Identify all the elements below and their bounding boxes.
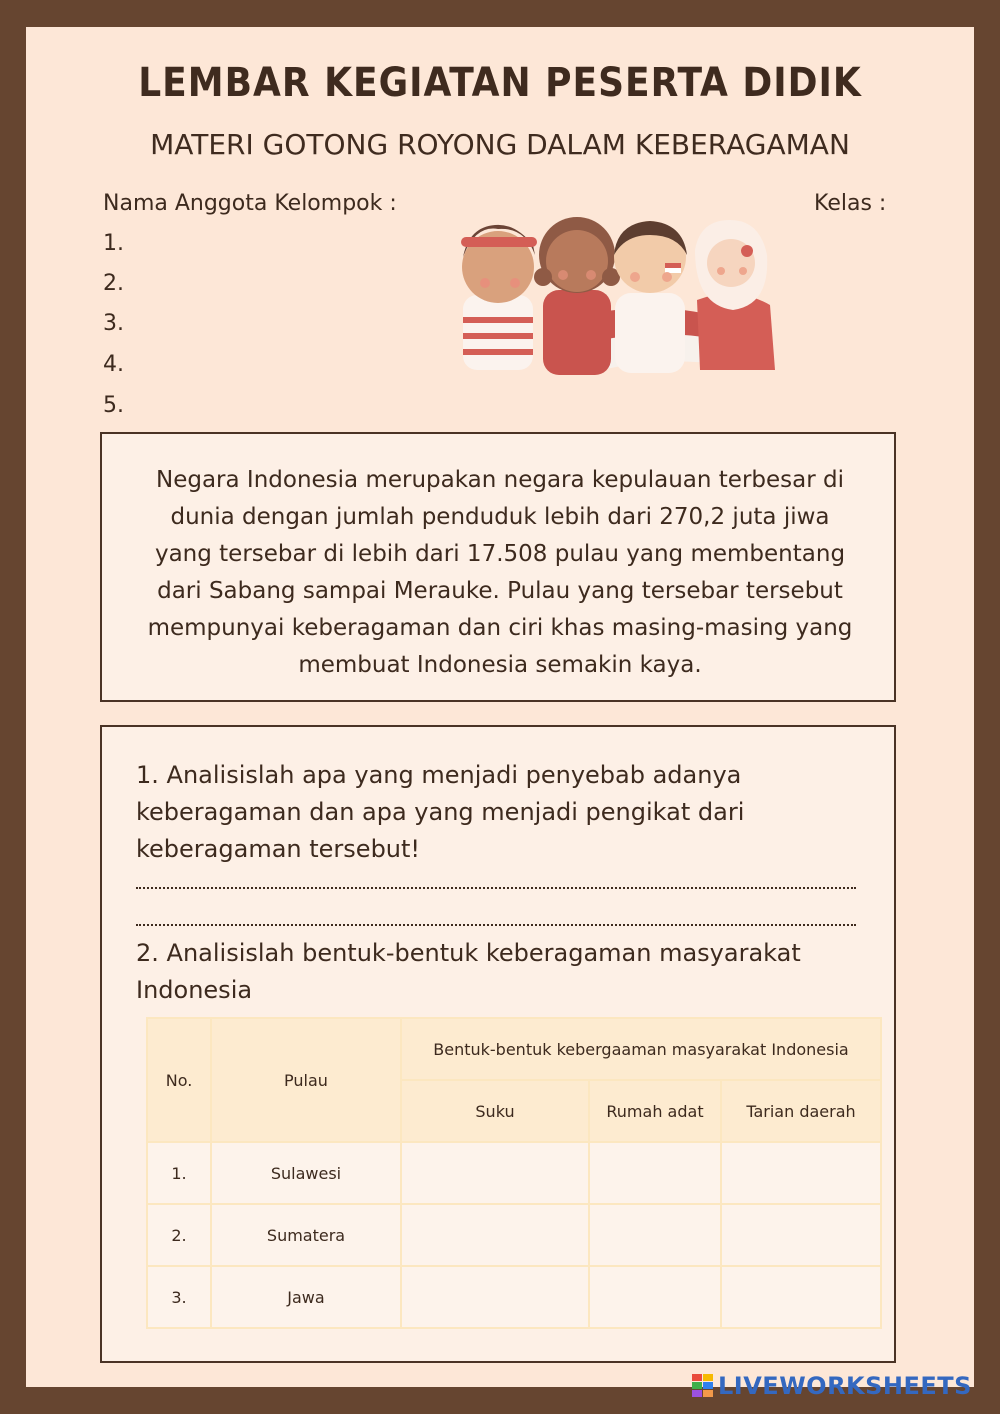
member-number-1: 1. — [103, 231, 124, 256]
col-no-header: No. — [147, 1018, 211, 1142]
rumah-adat-cell[interactable] — [589, 1204, 721, 1266]
col-group-header: Bentuk-bentuk kebergaaman masyarakat Indonesia — [401, 1018, 881, 1080]
member-number-4: 4. — [103, 352, 124, 377]
tarian-cell[interactable] — [721, 1142, 881, 1204]
suku-cell[interactable] — [401, 1204, 589, 1266]
liveworksheets-logo-icon — [692, 1374, 714, 1398]
members-label: Nama Anggota Kelompok : — [103, 191, 397, 216]
tarian-cell[interactable] — [721, 1266, 881, 1328]
member-number-5: 5. — [103, 393, 124, 418]
col-suku-header: Suku — [401, 1080, 589, 1142]
page-title: LEMBAR KEGIATAN PESERTA DIDIK — [138, 60, 862, 106]
diversity-table — [146, 1017, 882, 1329]
question-2: 2. Analisislah bentuk-bentuk keberagaman masyarakat Indonesia — [136, 939, 801, 1004]
question-1: 1. Analisislah apa yang menjadi penyebab adanya keberagaman dan apa yang menjadi pengikat dari keberagaman tersebut! — [136, 761, 745, 863]
answer-line-2[interactable] — [136, 924, 856, 926]
row-no: 3. — [147, 1266, 211, 1328]
children-illustration — [455, 205, 785, 380]
row-pulau: Jawa — [211, 1266, 401, 1328]
row-no: 1. — [147, 1142, 211, 1204]
suku-cell[interactable] — [401, 1266, 589, 1328]
member-number-2: 2. — [103, 271, 124, 296]
intro-text: Negara Indonesia merupakan negara kepulauan terbesar di dunia dengan jumlah penduduk lebih dari 270,2 juta jiwa yang tersebar di lebih dari 17.508 pulau yang membentang dari Sabang sampai Merauke. Pulau yang tersebar tersebut mempunyai keberagaman dan ciri khas masing-masing yang membuat Indonesia semakin kaya. — [147, 467, 853, 678]
suku-cell[interactable] — [401, 1142, 589, 1204]
page-subtitle: MATERI GOTONG ROYONG DALAM KEBERAGAMAN — [150, 128, 850, 161]
col-tarian-header: Tarian daerah — [721, 1080, 881, 1142]
answer-line-1[interactable] — [136, 887, 856, 889]
table-row — [147, 1266, 881, 1328]
rumah-adat-cell[interactable] — [589, 1266, 721, 1328]
table-row — [147, 1142, 881, 1204]
tarian-cell[interactable] — [721, 1204, 881, 1266]
brand-watermark: LIVEWORKSHEETS — [718, 1372, 972, 1400]
member-number-3: 3. — [103, 311, 124, 336]
rumah-adat-cell[interactable] — [589, 1142, 721, 1204]
row-no: 2. — [147, 1204, 211, 1266]
row-pulau: Sumatera — [211, 1204, 401, 1266]
col-pulau-header: Pulau — [211, 1018, 401, 1142]
intro-box — [100, 432, 896, 702]
table-row — [147, 1204, 881, 1266]
col-rumah-header: Rumah adat — [589, 1080, 721, 1142]
questions-box — [100, 725, 896, 1363]
kelas-label: Kelas : — [814, 191, 887, 216]
row-pulau: Sulawesi — [211, 1142, 401, 1204]
